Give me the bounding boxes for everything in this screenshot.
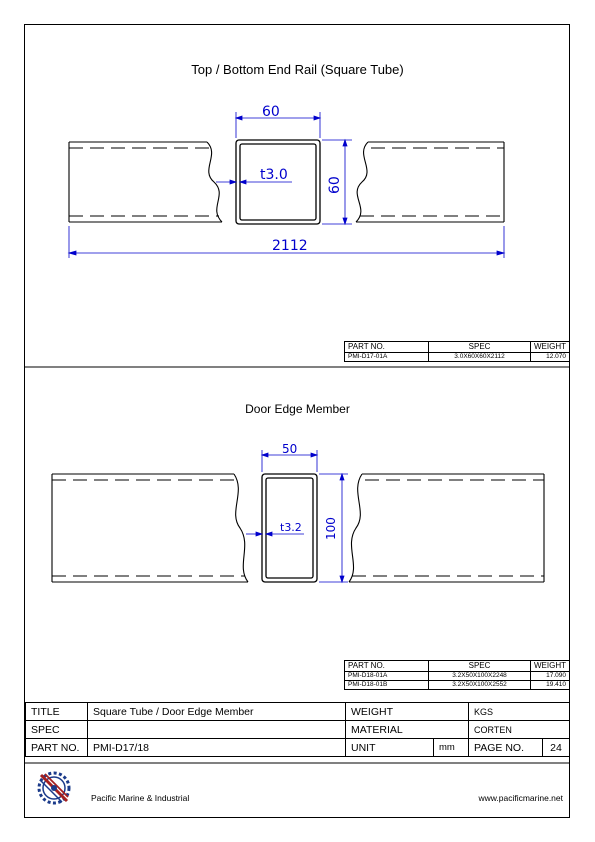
table-header: SPEC [429, 342, 531, 353]
table-row: PMI-D18-01B 3.2X50X100X2552 19.410 [345, 681, 570, 690]
door-edge-title: Door Edge Member [245, 402, 350, 416]
material-value: CORTEN [469, 721, 570, 739]
company-name: Pacific Marine & Industrial [91, 793, 190, 803]
table-header: WEIGHT [531, 342, 570, 353]
table-header: SPEC [429, 661, 531, 672]
end-rail-length-label: 2112 [272, 238, 308, 254]
end-rail-title: Top / Bottom End Rail (Square Tube) [191, 62, 404, 77]
partno-label: PART NO. [26, 739, 88, 757]
door-edge-parts-table [344, 660, 570, 690]
title-value: Square Tube / Door Edge Member [88, 703, 346, 721]
end-rail-width-label: 60 [262, 104, 280, 120]
table-row: PMI-D17-01A 3.0X60X60X2112 12.070 [345, 353, 570, 362]
spec-value [88, 721, 346, 739]
page-value: 24 [543, 739, 570, 757]
company-website: www.pacificmarine.net [478, 793, 563, 803]
partno-value: PMI-D17/18 [88, 739, 346, 757]
weight-value: KGS [469, 703, 570, 721]
end-rail-dimensions [69, 112, 504, 258]
unit-value: mm [434, 739, 469, 757]
end-rail-thickness-label: t3.0 [260, 167, 288, 183]
door-edge-width-label: 50 [282, 442, 298, 456]
door-edge-right-segment [349, 474, 544, 582]
door-edge-thickness-label: t3.2 [280, 521, 302, 534]
end-rail-height-label: 60 [327, 176, 343, 194]
title-label: TITLE [26, 703, 88, 721]
title-block [25, 702, 570, 757]
table-header: PART NO. [345, 342, 429, 353]
ship-wheel-logo-icon [39, 773, 69, 803]
end-rail-left-segment [69, 142, 222, 222]
page-label: PAGE NO. [469, 739, 543, 757]
weight-label: WEIGHT [346, 703, 469, 721]
table-row: PMI-D18-01A 3.2X50X100X2248 17.090 [345, 672, 570, 681]
spec-label: SPEC [26, 721, 88, 739]
door-edge-left-segment [52, 474, 248, 582]
table-header: WEIGHT [531, 661, 570, 672]
door-edge-height-label: 100 [324, 517, 338, 540]
door-edge-dimensions [246, 450, 348, 582]
end-rail-parts-table [344, 341, 570, 362]
material-label: MATERIAL [346, 721, 469, 739]
end-rail-right-segment [356, 142, 504, 222]
unit-label: UNIT [346, 739, 434, 757]
table-header: PART NO. [345, 661, 429, 672]
